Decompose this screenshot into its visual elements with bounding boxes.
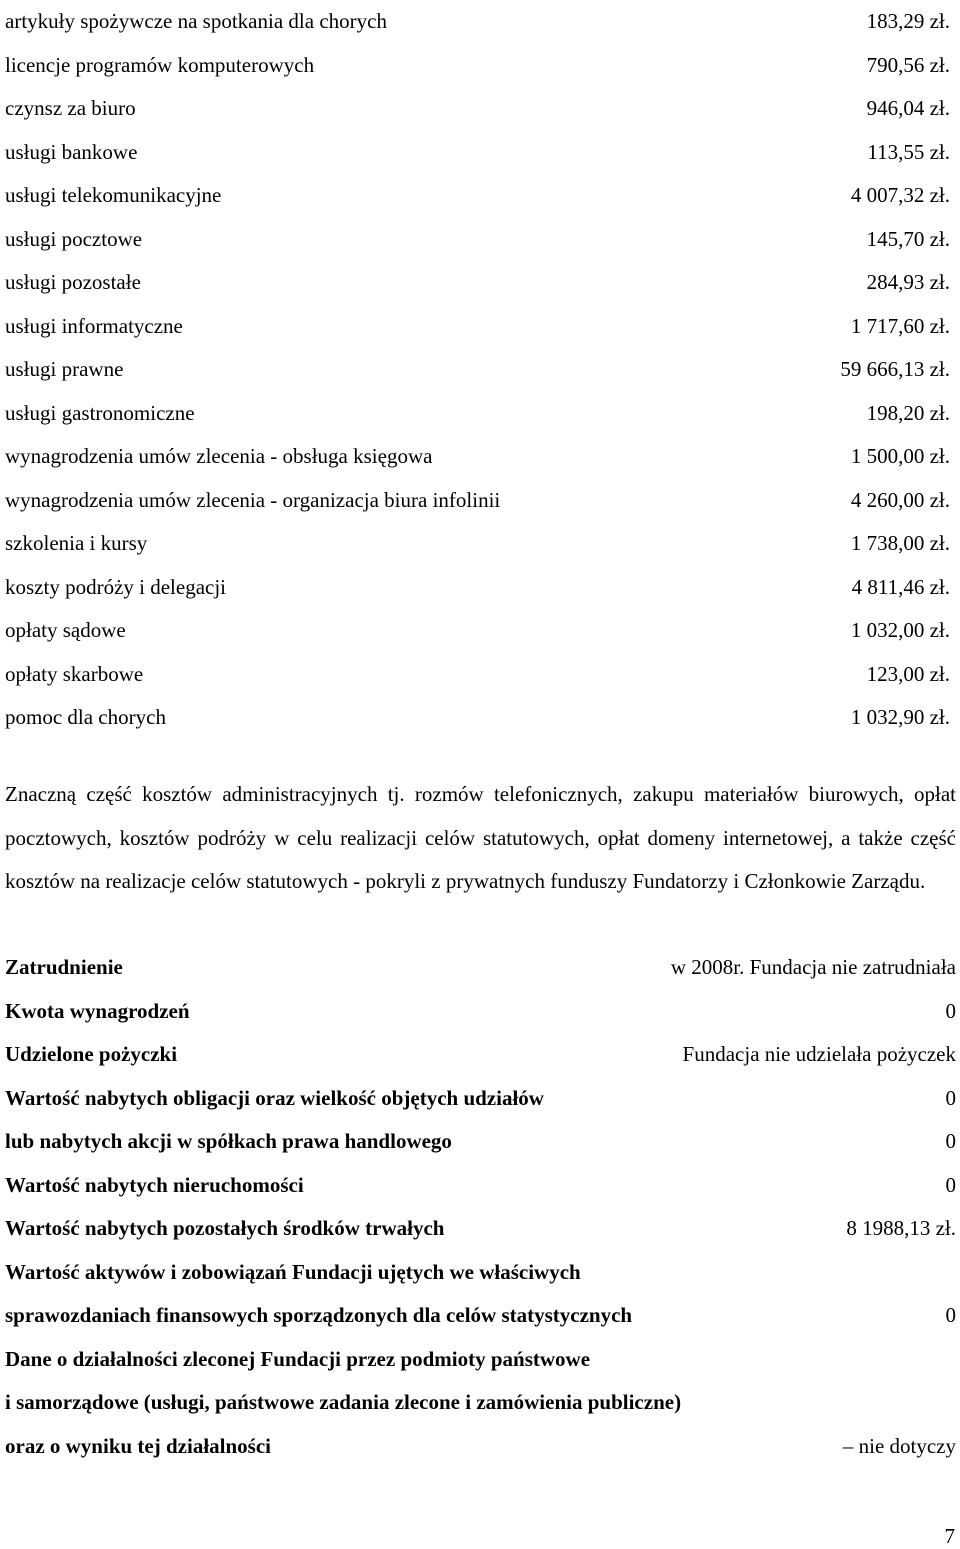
shares-label: lub nabytych akcji w spółkach prawa handlowego bbox=[5, 1129, 452, 1154]
realestate-label: Wartość nabytych nieruchomości bbox=[5, 1172, 304, 1197]
cost-row bbox=[5, 522, 950, 566]
employment-value: w 2008r. Fundacja nie zatrudniała bbox=[670, 955, 956, 980]
commissioned-label-1: Dane o działalności zleconej Fundacji przez podmioty państwowe bbox=[5, 1346, 591, 1371]
cost-name: pomoc dla chorych bbox=[5, 705, 166, 730]
commissioned-label-3: oraz o wyniku tej działalności bbox=[5, 1433, 271, 1458]
cost-row bbox=[5, 479, 950, 523]
cost-row bbox=[5, 131, 950, 175]
cost-name: opłaty skarbowe bbox=[5, 661, 144, 686]
cost-name: usługi informatyczne bbox=[5, 313, 183, 338]
cost-row bbox=[5, 44, 950, 88]
cost-name: licencje programów komputerowych bbox=[5, 52, 315, 77]
cost-row bbox=[5, 653, 950, 697]
commissioned-row-1 bbox=[5, 1338, 956, 1382]
cost-amount: 1 032,90 zł. bbox=[850, 705, 950, 730]
cost-table bbox=[5, 0, 950, 740]
shares-row bbox=[5, 1120, 956, 1164]
cost-name: szkolenia i kursy bbox=[5, 531, 148, 556]
cost-amount: 113,55 zł. bbox=[867, 139, 950, 164]
realestate-value: 0 bbox=[945, 1172, 956, 1197]
cost-name: czynsz za biuro bbox=[5, 96, 136, 121]
shares-value: 0 bbox=[945, 1129, 956, 1154]
loans-label: Udzielone pożyczki bbox=[5, 1042, 178, 1067]
salary-row bbox=[5, 990, 956, 1034]
employment-row bbox=[5, 946, 956, 990]
salary-value: 0 bbox=[945, 998, 956, 1023]
employment-label: Zatrudnienie bbox=[5, 955, 123, 980]
cost-name: usługi telekomunikacyjne bbox=[5, 183, 222, 208]
assets-label-2: sprawozdaniach finansowych sporządzonych dla celów statystycznych bbox=[5, 1303, 633, 1328]
cost-amount: 4 811,46 zł. bbox=[851, 574, 950, 599]
bonds-label: Wartość nabytych obligacji oraz wielkość objętych udziałów bbox=[5, 1085, 544, 1110]
cost-name: wynagrodzenia umów zlecenia - organizacja biura infolinii bbox=[5, 487, 501, 512]
page-number: 7 bbox=[944, 1524, 955, 1548]
loans-row bbox=[5, 1033, 956, 1077]
cost-row bbox=[5, 261, 950, 305]
cost-name: usługi pozostałe bbox=[5, 270, 141, 295]
cost-amount: 1 032,00 zł. bbox=[850, 618, 950, 643]
cost-row bbox=[5, 566, 950, 610]
salary-label: Kwota wynagrodzeń bbox=[5, 998, 190, 1023]
cost-row bbox=[5, 348, 950, 392]
cost-row bbox=[5, 174, 950, 218]
cost-name: artykuły spożywcze na spotkania dla chorych bbox=[5, 9, 387, 34]
cost-amount: 59 666,13 zł. bbox=[840, 357, 950, 382]
cost-amount: 198,20 zł. bbox=[866, 400, 950, 425]
loans-value: Fundacja nie udzielała pożyczek bbox=[682, 1042, 956, 1067]
assets-row-1 bbox=[5, 1251, 956, 1295]
cost-amount: 1 738,00 zł. bbox=[850, 531, 950, 556]
cost-row bbox=[5, 218, 950, 262]
cost-amount: 145,70 zł. bbox=[866, 226, 950, 251]
cost-row bbox=[5, 609, 950, 653]
commissioned-label-2: i samorządowe (usługi, państwowe zadania zlecone i zamówienia publiczne) bbox=[5, 1390, 682, 1415]
cost-amount: 123,00 zł. bbox=[866, 661, 950, 686]
cost-name: koszty podróży i delegacji bbox=[5, 574, 227, 599]
fixedassets-value: 8 1988,13 zł. bbox=[846, 1216, 956, 1241]
fixedassets-row bbox=[5, 1207, 956, 1251]
cost-amount: 284,93 zł. bbox=[866, 270, 950, 295]
cost-name: usługi bankowe bbox=[5, 139, 138, 164]
assets-row-2 bbox=[5, 1294, 956, 1338]
cost-name: usługi gastronomiczne bbox=[5, 400, 195, 425]
assets-label-1: Wartość aktywów i zobowiązań Fundacji ujętych we właściwych bbox=[5, 1259, 581, 1284]
cost-name: opłaty sądowe bbox=[5, 618, 126, 643]
cost-amount: 1 500,00 zł. bbox=[850, 444, 950, 469]
bonds-row bbox=[5, 1077, 956, 1121]
commissioned-row-3 bbox=[5, 1425, 956, 1469]
cost-row bbox=[5, 87, 950, 131]
commissioned-value: – nie dotyczy bbox=[842, 1433, 956, 1458]
bonds-value: 0 bbox=[945, 1085, 956, 1110]
cost-amount: 790,56 zł. bbox=[866, 52, 950, 77]
info-block bbox=[5, 946, 956, 1468]
cost-amount: 946,04 zł. bbox=[866, 96, 950, 121]
cost-name: usługi prawne bbox=[5, 357, 124, 382]
realestate-row bbox=[5, 1164, 956, 1208]
cost-row bbox=[5, 435, 950, 479]
cost-amount: 183,29 zł. bbox=[866, 9, 950, 34]
assets-value: 0 bbox=[945, 1303, 956, 1328]
cost-row bbox=[5, 696, 950, 740]
cost-name: wynagrodzenia umów zlecenia - obsługa księgowa bbox=[5, 444, 433, 469]
cost-row bbox=[5, 305, 950, 349]
cost-coverage-paragraph: Znaczną część kosztów administracyjnych tj. rozmów telefonicznych, zakupu materiałów biurowych, opłat pocztowych, kosztów podróży w celu realizacji celów statutowych, opłat domeny internetowej, a także część kosztów na realizacje celów statutowych - pokryli z prywatnych funduszy Fundatorzy i Członkowie Zarządu. bbox=[5, 782, 956, 893]
commissioned-row-2 bbox=[5, 1381, 956, 1425]
cost-amount: 1 717,60 zł. bbox=[850, 313, 950, 338]
cost-name: usługi pocztowe bbox=[5, 226, 143, 251]
cost-amount: 4 007,32 zł. bbox=[850, 183, 950, 208]
cost-row bbox=[5, 0, 950, 44]
cost-row bbox=[5, 392, 950, 436]
fixedassets-label: Wartość nabytych pozostałych środków trwałych bbox=[5, 1216, 445, 1241]
cost-amount: 4 260,00 zł. bbox=[850, 487, 950, 512]
